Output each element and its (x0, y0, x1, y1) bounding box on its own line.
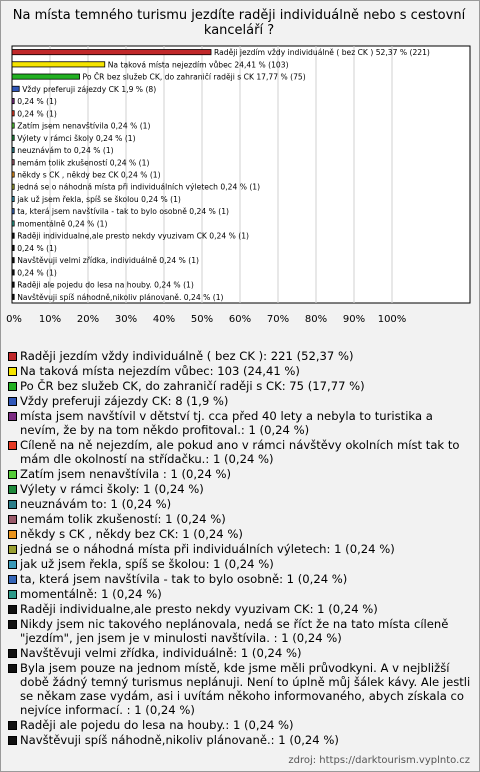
legend-label: nemám tolik zkušeností: 1 (0,24 %) (20, 512, 226, 526)
bar (12, 209, 14, 214)
legend-label: ta, která jsem navštívila - tak to bylo osobně: 1 (0,24 %) (20, 572, 348, 586)
x-tick-label: 60% (228, 314, 252, 325)
legend-swatch (8, 664, 17, 673)
legend-item (8, 733, 474, 747)
legend-label: Raději individualne,ale presto nekdy vyuzivam CK: 1 (0,24 %) (20, 602, 378, 616)
bar (12, 245, 14, 250)
legend-label: Byla jsem pouze na jednom místě, kde jsme měli průvodkyni. A v nejbližší době žádný temný turismus neplánuji. Není to úplně můj šálek kávy. Ale jestli se někam zase vydám, asi i uvítám někoho informovaného, abych získala co nejvíce informací. : 1 (0,24 %) (20, 661, 471, 717)
legend-label: Zatím jsem nenavštívila : 1 (0,24 %) (20, 467, 232, 481)
bar (12, 294, 14, 299)
bar (12, 184, 14, 189)
legend-item (8, 661, 474, 717)
x-tick-label: 80% (304, 314, 328, 325)
legend-swatch (8, 500, 17, 509)
x-tick-label: 30% (114, 314, 138, 325)
legend-label: místa jsem navštívil v dětství tj. cca před 40 lety a nebyla to turistika a nevím, že by na tom někdo profitoval.: 1 (0,24 %) (20, 409, 433, 437)
x-tick-label: 0% (6, 314, 22, 325)
legend-label: jak už jsem řekla, spíš se školou: 1 (0,24 %) (20, 557, 274, 571)
bar (12, 74, 80, 79)
legend-item (8, 364, 474, 378)
legend-item (8, 349, 474, 363)
bar-label: Na taková místa nejezdím vůbec 24,41 % (103) (107, 60, 289, 70)
bar (12, 50, 211, 55)
bar (12, 282, 14, 287)
legend-item (8, 438, 474, 466)
legend-item (8, 542, 474, 556)
legend-swatch (8, 367, 17, 376)
legend-swatch (8, 620, 17, 629)
legend-item (8, 646, 474, 660)
x-tick-label: 10% (38, 314, 62, 325)
legend-swatch (8, 649, 17, 658)
legend-label: Navštěvuji spíš náhodně,nikoliv plánovaně.: 1 (0,24 %) (20, 733, 339, 747)
legend-swatch (8, 515, 17, 524)
legend-item (8, 572, 474, 586)
legend-item (8, 379, 474, 393)
legend-swatch (8, 575, 17, 584)
bar (12, 270, 14, 275)
legend-label: Raději jezdím vždy individuálně ( bez CK ): 221 (52,37 %) (20, 349, 354, 363)
legend-swatch (8, 560, 17, 569)
bar-label: 0,24 % (1) (17, 97, 57, 107)
bar-label: Navštěvuji velmi zřídka, individuálně 0,24 % (1) (17, 256, 200, 266)
bar-label: jak už jsem řekla, spíš se školou 0,24 % (1) (17, 194, 181, 204)
bar (12, 62, 105, 67)
legend-item (8, 394, 474, 408)
legend-item (8, 527, 474, 541)
bar-chart (0, 0, 480, 345)
bar (12, 258, 14, 263)
legend-swatch (8, 590, 17, 599)
bar-label: Vždy preferuji zájezdy CK 1,9 % (8) (22, 84, 157, 94)
legend-swatch (8, 485, 17, 494)
legend-item (8, 718, 474, 732)
x-tick-label: 50% (190, 314, 214, 325)
legend-label: Nikdy jsem nic takového neplánovala, nedá se říct že na tato místa cíleně "jezdím", jen jsem je v minulosti navštívila. : 1 (0,24 %) (20, 617, 449, 645)
legend-swatch (8, 736, 17, 745)
legend-label: Cíleně na ně nejezdím, ale pokud ano v rámci návštěvy okolních míst tak to mám dle okolností na střídačku.: 1 (0,24 %) (20, 438, 460, 466)
x-tick-label: 100% (377, 314, 407, 325)
legend-item (8, 467, 474, 481)
legend-item (8, 557, 474, 571)
bar-label: Zatím jsem nenavštívila 0,24 % (1) (17, 121, 151, 131)
legend-label: někdy s CK , někdy bez CK: 1 (0,24 %) (20, 527, 243, 541)
bar (12, 196, 14, 201)
legend-swatch (8, 352, 17, 361)
bar-label: 0,24 % (1) (17, 268, 57, 278)
legend-label: Vždy preferuji zájezdy CK: 8 (1,9 %) (20, 394, 229, 408)
legend-label: Na taková místa nejezdím vůbec: 103 (24,41 %) (20, 364, 300, 378)
legend-item (8, 409, 474, 437)
x-tick-label: 90% (342, 314, 366, 325)
legend-label: Raději ale pojedu do lesa na houby.: 1 (0,24 %) (20, 718, 294, 732)
legend-swatch (8, 545, 17, 554)
legend-item (8, 497, 474, 511)
legend-item (8, 482, 474, 496)
bar-label: nemám tolik zkušeností 0,24 % (1) (17, 158, 150, 168)
legend-swatch (8, 441, 17, 450)
x-tick-label: 20% (76, 314, 100, 325)
bar (12, 123, 14, 128)
legend-swatch (8, 412, 17, 421)
bar-label: Raději ale pojedu do lesa na houby. 0,24 % (1) (17, 280, 194, 290)
bar-label: ta, která jsem navštívila - tak to bylo osobně 0,24 % (1) (17, 207, 230, 217)
legend-swatch (8, 530, 17, 539)
chart-title: Na místa temného turismu jezdíte raději individuálně nebo s cestovní kanceláří ? (12, 8, 466, 38)
bar-label: jedná se o náhodná místa při individuálních výletech 0,24 % (1) (17, 182, 261, 192)
bar-label: Raději individualne,ale presto nekdy vyuzivam CK 0,24 % (1) (17, 231, 250, 241)
x-tick-label: 40% (152, 314, 176, 325)
bar-label: někdy s CK , někdy bez CK 0,24 % (1) (17, 170, 161, 180)
legend-swatch (8, 470, 17, 479)
legend-swatch (8, 397, 17, 406)
bar (12, 111, 14, 116)
bar (12, 172, 14, 177)
legend-swatch (8, 605, 17, 614)
chart-legend (8, 349, 474, 748)
legend-swatch (8, 382, 17, 391)
legend-item (8, 617, 474, 645)
bar-label: neuznávám to 0,24 % (1) (17, 146, 114, 156)
bar-label: Navštěvuji spíš náhodně,nikoliv plánovaně. 0,24 % (1) (17, 292, 224, 302)
bar-label: Výlety v rámci školy 0,24 % (1) (17, 133, 136, 143)
legend-item (8, 587, 474, 601)
legend-label: neuznávám to: 1 (0,24 %) (20, 497, 172, 511)
x-tick-label: 70% (266, 314, 290, 325)
bar (12, 147, 14, 152)
bar-label: Po ČR bez služeb CK, do zahraničí raději s CK 17,77 % (75) (82, 72, 306, 82)
bar (12, 221, 14, 226)
legend-swatch (8, 721, 17, 730)
bar-label: 0,24 % (1) (17, 109, 57, 119)
bar (12, 233, 14, 238)
legend-item (8, 602, 474, 616)
bar-label: Raději jezdím vždy individuálně ( bez CK ) 52,37 % (221) (214, 48, 430, 58)
legend-label: Výlety v rámci školy: 1 (0,24 %) (20, 482, 204, 496)
source-credit: zdroj: https://darktourism.vyplnto.cz (288, 755, 470, 766)
bar (12, 135, 14, 140)
legend-label: Navštěvuji velmi zřídka, individuálně: 1 (0,24 %) (20, 646, 302, 660)
bar-label: momentálně 0,24 % (1) (17, 219, 108, 229)
legend-label: Po ČR bez služeb CK, do zahraničí raději s CK: 75 (17,77 %) (20, 379, 365, 393)
bar-label: 0,24 % (1) (17, 243, 57, 253)
legend-label: jedná se o náhodná místa při individuálních výletech: 1 (0,24 %) (20, 542, 395, 556)
legend-item (8, 512, 474, 526)
bar (12, 160, 14, 165)
legend-label: momentálně: 1 (0,24 %) (20, 587, 162, 601)
bar (12, 98, 14, 103)
bar (12, 86, 19, 91)
